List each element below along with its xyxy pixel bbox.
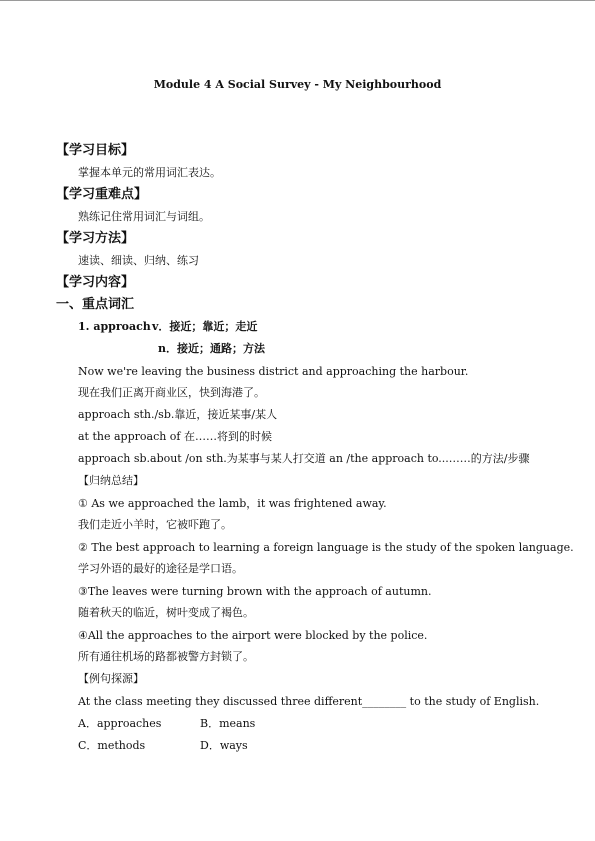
summary-item: 我们走近小羊时，它被吓跑了。 bbox=[78, 518, 232, 531]
summary-heading: 【归纳总结】 bbox=[78, 474, 144, 487]
example-line: approach sb.about /on sth.为某事与某人打交道 an /the approach to...……的方法/步骤 bbox=[78, 452, 530, 465]
key-heading: 【学习重难点】 bbox=[56, 187, 148, 202]
exercise-heading: 【例句探源】 bbox=[78, 672, 144, 685]
example-line: approach sth./sb.靠近，接近某事/某人 bbox=[78, 408, 278, 421]
method-heading: 【学习方法】 bbox=[56, 231, 135, 246]
summary-item: ③The leaves were turning brown with the approach of autumn. bbox=[78, 585, 432, 598]
key-text: 熟练记住常用词汇与词组。 bbox=[78, 210, 210, 223]
summary-item: 随着秋天的临近，树叶变成了褐色。 bbox=[78, 606, 254, 619]
entry-verb-sense: v．接近；靠近；走近 bbox=[152, 320, 258, 333]
top-rule bbox=[0, 0, 595, 1]
summary-item: ④All the approaches to the airport were blocked by the police. bbox=[78, 629, 428, 642]
goal-heading: 【学习目标】 bbox=[56, 143, 135, 158]
option-d: D．ways bbox=[200, 739, 248, 752]
exercise-question: At the class meeting they discussed three different________ to the study of English. bbox=[78, 695, 540, 708]
summary-item: 所有通往机场的路都被警方封锁了。 bbox=[78, 650, 254, 663]
entry-noun-sense: n．接近；通路；方法 bbox=[158, 342, 265, 355]
summary-item: ② The best approach to learning a foreign language is the study of the spoken language. bbox=[78, 541, 574, 554]
example-line: at the approach of 在……将到的时候 bbox=[78, 430, 272, 443]
option-b: B．means bbox=[200, 717, 256, 730]
option-c: C．methods bbox=[78, 739, 146, 752]
example-line: 现在我们正离开商业区，快到海港了。 bbox=[78, 386, 265, 399]
summary-item: 学习外语的最好的途径是学口语。 bbox=[78, 562, 243, 575]
example-line: Now we're leaving the business district and approaching the harbour. bbox=[78, 365, 469, 378]
method-text: 速读、细读、归纳、练习 bbox=[78, 254, 199, 267]
summary-item: ① As we approached the lamb，it was frightened away. bbox=[78, 497, 387, 510]
vocab-heading: 一、重点词汇 bbox=[56, 297, 135, 312]
entry-word: 1. approach bbox=[78, 320, 151, 333]
option-a: A．approaches bbox=[78, 717, 162, 730]
goal-text: 掌握本单元的常用词汇表达。 bbox=[78, 166, 221, 179]
page-title: Module 4 A Social Survey - My Neighbourhood bbox=[153, 78, 442, 91]
content-heading: 【学习内容】 bbox=[56, 275, 135, 290]
